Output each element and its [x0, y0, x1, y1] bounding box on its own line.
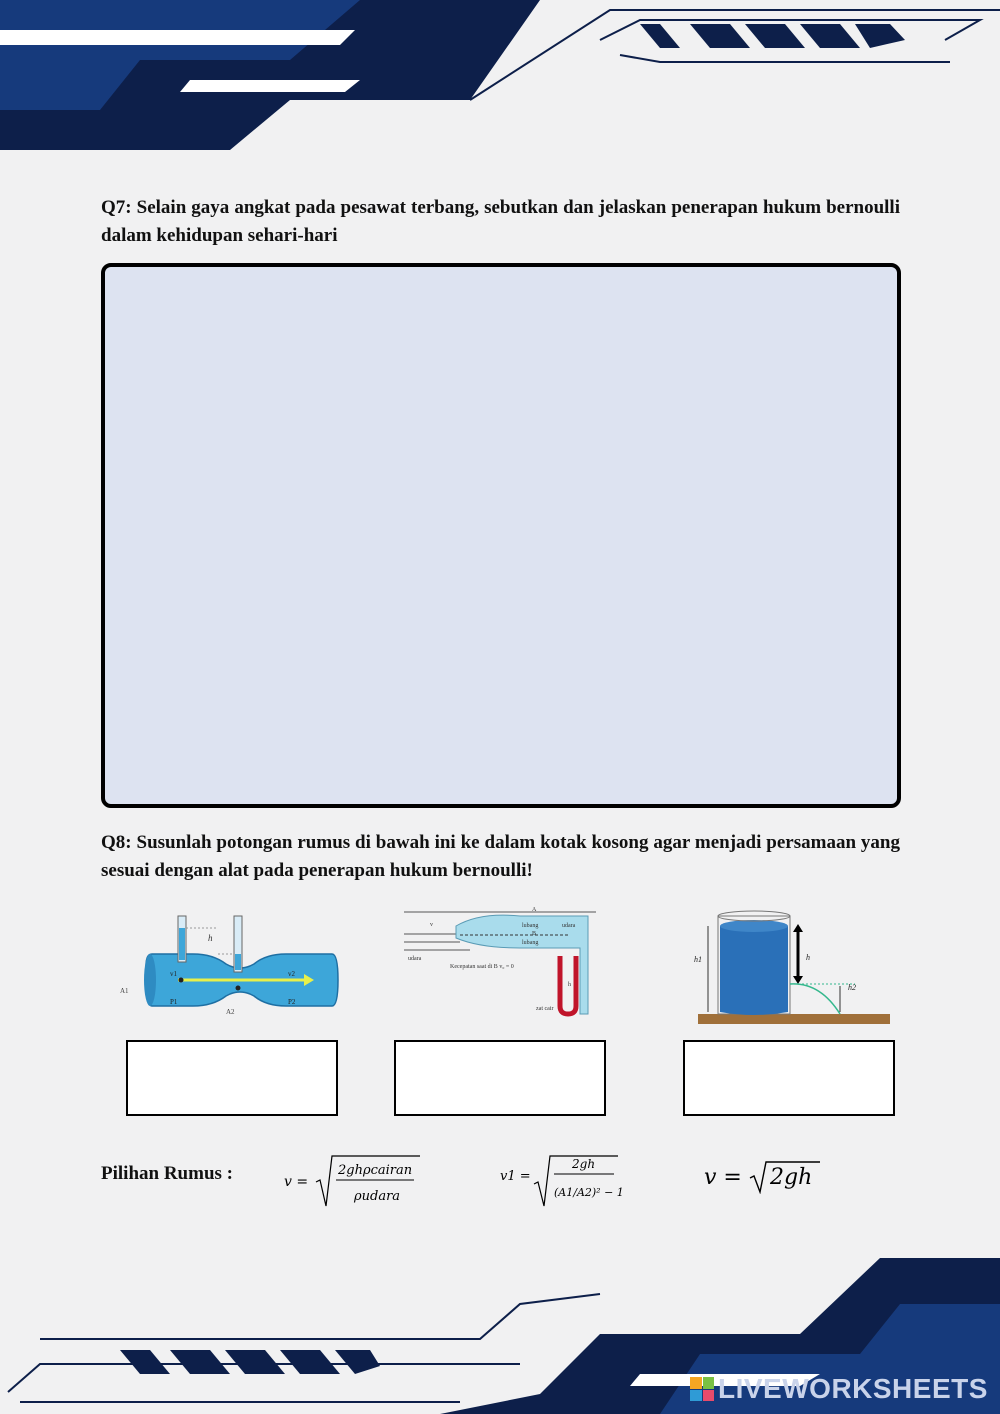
header-decoration: [0, 0, 1000, 160]
tank-label-h2: h2: [848, 983, 856, 992]
venturi-label-h: h: [208, 933, 213, 943]
pitot-label-zat-cair: zat cair: [536, 1006, 554, 1012]
formula-drop-box-venturi[interactable]: [126, 1040, 338, 1116]
formula-1-numerator: 2ghρcairan: [338, 1163, 413, 1178]
pitot-label-b: B: [532, 931, 537, 937]
pitot-label-udara-bottom: udara: [408, 956, 422, 962]
formula-1-denominator: ρudara: [354, 1189, 401, 1204]
formula-option-3[interactable]: [700, 1158, 830, 1194]
question-7-text: Q7: Selain gaya angkat pada pesawat terbang, sebutkan dan jelaskan penerapan hukum bernoulli dalam kehidupan sehari-hari: [101, 197, 900, 246]
pitot-caption: Kecepatan saat di B v₀ = 0: [450, 964, 514, 970]
formula-options-label: Pilihan Rumus :: [101, 1163, 233, 1184]
formula-2-lhs: v1 =: [500, 1169, 531, 1184]
venturi-label-a2: A2: [226, 1008, 235, 1016]
pitot-label-udara-top: udara: [562, 923, 576, 929]
formula-drop-box-tank[interactable]: [683, 1040, 895, 1116]
venturi-label-p1: P1: [170, 998, 178, 1006]
pitot-label-lubang-b: lubang: [522, 940, 539, 946]
formula-2-denominator: (A1/A2)² − 1: [554, 1186, 624, 1199]
pitot-tube-figure: [400, 902, 600, 1020]
formula-1-lhs: v =: [284, 1174, 309, 1190]
formula-3-radicand: 2gh: [770, 1165, 813, 1190]
venturi-label-p2: P2: [288, 998, 296, 1006]
tank-label-h: h: [806, 953, 810, 962]
venturi-label-v2: v2: [288, 970, 295, 978]
formula-option-2[interactable]: [498, 1150, 628, 1210]
venturi-label-v1: v1: [170, 970, 177, 978]
venturi-meter-figure: [118, 908, 348, 1020]
formula-3-lhs: v =: [704, 1165, 742, 1190]
formula-option-1[interactable]: [282, 1150, 422, 1210]
pitot-label-v: v: [430, 922, 433, 928]
liveworksheets-logo-icon: [690, 1377, 714, 1401]
pitot-label-a: A: [532, 907, 537, 913]
answer-text-area[interactable]: [101, 263, 901, 808]
venturi-label-a1: A1: [120, 987, 129, 995]
formula-drop-box-pitot[interactable]: [394, 1040, 606, 1116]
water-tank-figure: [690, 900, 894, 1028]
pitot-label-lubang-a: lubang: [522, 923, 539, 929]
tank-label-h1: h1: [694, 955, 702, 964]
liveworksheets-watermark: [690, 1374, 988, 1404]
formula-2-numerator: 2gh: [572, 1157, 596, 1171]
pitot-label-h: h: [568, 982, 571, 988]
question-8-text: Q8: Susunlah potongan rumus di bawah ini ke dalam kotak kosong agar menjadi persamaan yang sesuai dengan alat pada penerapan hukum bernoulli!: [101, 832, 900, 881]
watermark-text: LIVEWORKSHEETS: [718, 1373, 988, 1404]
